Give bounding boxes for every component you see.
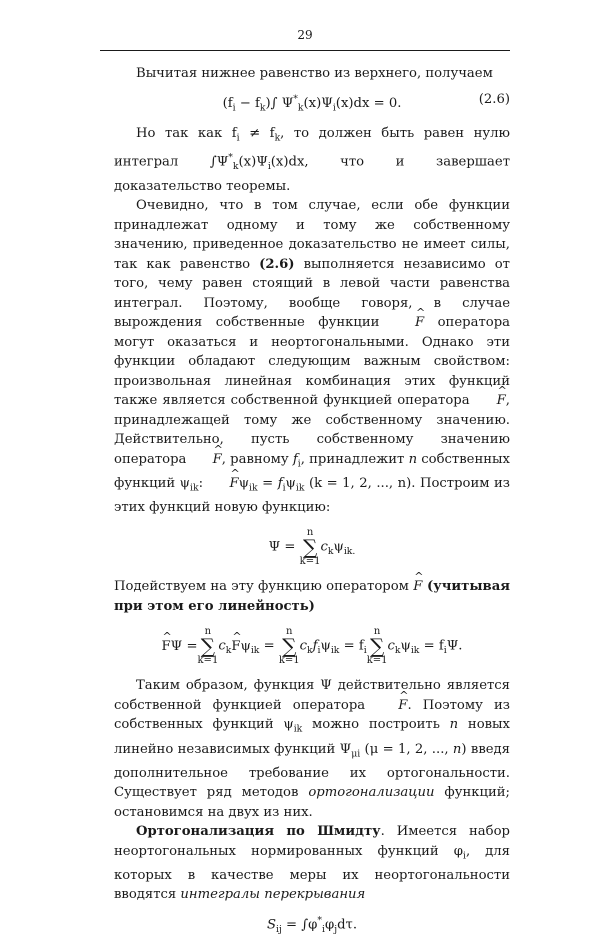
paragraph-4: Подействуем на эту функцию оператором ^ F (учитывая при этом его линейность) (114, 577, 510, 616)
equation-overlap-integral: $S_{ij} = \int\varphi^*_i\varphi_jd\tau$. (266, 914, 358, 935)
page-number: 29 (297, 28, 313, 42)
paragraph-3: Очевидно, что в том случае, если обе функции принадлежат одному и тому же собственному значению, приведенное доказательство не имеет силы, так как равенство (2.6) выполняется независимо от того, чему равен стоящий в левой части равенства интеграл. Поэтому, вообще говоря, в случае вырождения собственные функции ^ F оператора могут оказаться и неортогональными. Однако эти функции обладают следующим важным свойством: произвольная линейная комбинация этих функций также является собственной функцией оператора ^ F, принадлежащей тому же собственному значению. Действительно, пусть собственному значению оператора ^ F, равному $f_i$, принадлежит n собственных функций $\psi_{ik}$: ^ $F\psi_{ik} = f_i\psi_{ik}$ (k = 1, 2, ..., n). Построим из этих функций новую функцию: (114, 196, 510, 517)
paragraph-2: Но так как $f_i \ne f_k$, то должен быть равен нулю интеграл $\int\Psi^*_k(x)\Psi_i(x)dx$, что и завершает доказательство теоремы. (114, 126, 510, 194)
paragraph-1: Вычитая нижнее равенство из верхнего, получаем (136, 66, 493, 81)
header-rule (100, 50, 510, 51)
page-body (114, 64, 510, 945)
eq26-expression: $(f_i - f_k)\int$ $\Psi^*_k(x)\Psi_i(x)dx = 0$. (222, 93, 402, 114)
equation-operator-action: ^ FΨ =n ∑ $k=1c_k\^{}$ $F\psi_{ik} = n$ ∑ $k=1c_kf_i\psi_{ik} = f_in$ ∑ $k=1c_k\psi_{ik} = f_i\Psi$. (114, 626, 510, 666)
equation-tag: (2.6) (478, 91, 510, 107)
paragraph-5: Таким образом, функция Ψ действительно является собственной функцией оператора ^ F. Поэтому из собственных функций $\psi_{ik}$ можно построить n новых линейно независимых функций $\Psi_{\mu i}$ (μ = 1, 2, ..., n) введя дополнительное требование их ортогональности. Существует ряд методов ортогонализации функций; остановимся на двух из них. (114, 676, 510, 822)
equation-2-6 (114, 90, 510, 119)
equation-psi-sum: Ψ = n ∑ $k=1c_k\psi_{ik.}$ (268, 527, 356, 568)
paragraph-6: Ортогонализация по Шмидту. Имеется набор неортогональных нормированных функций $\varphi_i$, для которых в качестве меры их неортогональности вводятся интегралы перекрывания (114, 824, 511, 903)
